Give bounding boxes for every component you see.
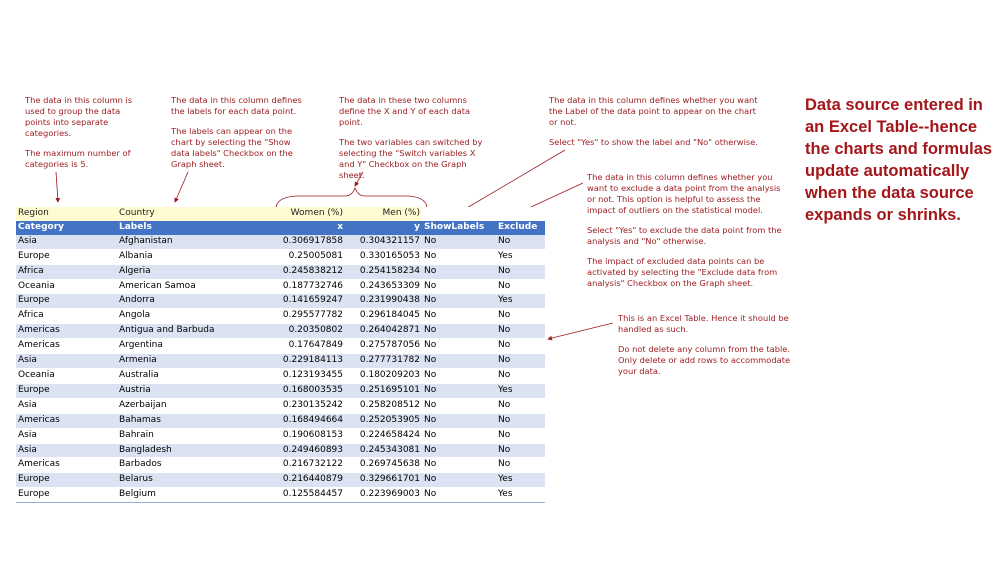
cell-x[interactable]: 0.168494664: [217, 413, 345, 428]
header-showlabels[interactable]: ShowLabels: [422, 221, 496, 235]
source-header-men: Men (%): [345, 207, 422, 221]
table-row: [16, 413, 545, 428]
cell-x[interactable]: 0.190608153: [217, 428, 345, 443]
cell-x[interactable]: 0.125584457: [217, 488, 345, 503]
source-header-row: [16, 207, 545, 221]
cell-exclude[interactable]: No: [496, 398, 545, 413]
cell-y[interactable]: 0.329661701: [345, 473, 422, 488]
table-row: [16, 458, 545, 473]
headline: Data source entered in an Excel Table--hence the charts and formulas update automatically when the data source expands or shrinks.: [805, 96, 993, 224]
brace: [276, 188, 427, 207]
cell-label[interactable]: Algeria: [117, 264, 217, 279]
cell-x[interactable]: 0.141659247: [217, 294, 345, 309]
cell-label[interactable]: Albania: [117, 249, 217, 264]
cell-exclude[interactable]: No: [496, 443, 545, 458]
cell-category[interactable]: Americas: [16, 413, 117, 428]
cell-y[interactable]: 0.277731782: [345, 354, 422, 369]
note-text: This is an Excel Table. Hence it should be handled as such.: [618, 313, 789, 334]
cell-x[interactable]: 0.245838212: [217, 264, 345, 279]
table-row: [16, 309, 545, 324]
cell-label[interactable]: American Samoa: [117, 279, 217, 294]
note-text: The impact of excluded data points can be activated by selecting the "Exclude data from analysis" Checkbox on the Graph sheet.: [587, 256, 778, 288]
cell-showlabels[interactable]: No: [422, 413, 496, 428]
note-text: Do not delete any column from the table. Only delete or add rows to accommodate your data.: [618, 344, 791, 376]
cell-x[interactable]: 0.17647849: [217, 339, 345, 354]
source-header-women: Women (%): [217, 207, 345, 221]
cell-category[interactable]: Europe: [16, 488, 117, 503]
header-exclude[interactable]: Exclude: [496, 221, 545, 235]
cell-label[interactable]: Bahamas: [117, 413, 217, 428]
table-row: [16, 235, 545, 249]
cell-category[interactable]: Africa: [16, 264, 117, 279]
header-x[interactable]: x: [217, 221, 345, 235]
cell-showlabels[interactable]: No: [422, 309, 496, 324]
note-text: The data in this column defines the labels for each data point.: [171, 95, 302, 116]
note-text: The data in these two columns define the X and Y of each data point.: [339, 95, 471, 127]
cell-label[interactable]: Angola: [117, 309, 217, 324]
cell-label[interactable]: Azerbaijan: [117, 398, 217, 413]
cell-category[interactable]: Europe: [16, 473, 117, 488]
cell-category[interactable]: Africa: [16, 309, 117, 324]
cell-category[interactable]: Asia: [16, 443, 117, 458]
cell-y[interactable]: 0.223969003: [345, 488, 422, 503]
cell-exclude[interactable]: No: [496, 413, 545, 428]
cell-exclude[interactable]: No: [496, 354, 545, 369]
cell-x[interactable]: 0.295577782: [217, 309, 345, 324]
cell-showlabels[interactable]: No: [422, 368, 496, 383]
cell-category[interactable]: Asia: [16, 235, 117, 249]
cell-exclude[interactable]: No: [496, 428, 545, 443]
cell-x[interactable]: 0.168003535: [217, 383, 345, 398]
cell-y[interactable]: 0.180209203: [345, 368, 422, 383]
table-row: [16, 264, 545, 279]
cell-label[interactable]: Argentina: [117, 339, 217, 354]
cell-showlabels[interactable]: No: [422, 383, 496, 398]
cell-category[interactable]: Europe: [16, 294, 117, 309]
cell-x[interactable]: 0.230135242: [217, 398, 345, 413]
cell-y[interactable]: 0.251695101: [345, 383, 422, 398]
cell-category[interactable]: Asia: [16, 354, 117, 369]
note-text: The data in this column is used to group the data points into separate categories.: [25, 95, 133, 138]
cell-exclude[interactable]: Yes: [496, 488, 545, 503]
note-text: Select "Yes" to show the label and "No" otherwise.: [549, 137, 758, 147]
cell-category[interactable]: Oceania: [16, 368, 117, 383]
table-row: [16, 339, 545, 354]
cell-exclude[interactable]: No: [496, 324, 545, 339]
cell-y[interactable]: 0.245343081: [345, 443, 422, 458]
cell-x[interactable]: 0.216440879: [217, 473, 345, 488]
cell-showlabels[interactable]: No: [422, 398, 496, 413]
cell-showlabels[interactable]: No: [422, 279, 496, 294]
source-header-country: Country: [117, 207, 217, 221]
cell-exclude[interactable]: No: [496, 309, 545, 324]
cell-exclude[interactable]: No: [496, 368, 545, 383]
cell-x[interactable]: 0.249460893: [217, 443, 345, 458]
table-row: [16, 488, 545, 503]
cell-category[interactable]: Americas: [16, 339, 117, 354]
header-category[interactable]: Category: [16, 221, 117, 235]
cell-y[interactable]: 0.296184045: [345, 309, 422, 324]
cell-exclude[interactable]: No: [496, 235, 545, 249]
cell-label[interactable]: Belgium: [117, 488, 217, 503]
table-row: [16, 383, 545, 398]
note-text: The data in this column defines whether you want to exclude a data point from the analysis or not. This option is helpful to assess the impact of outliers on the statistical model.: [587, 172, 781, 215]
cell-x[interactable]: 0.187732746: [217, 279, 345, 294]
cell-exclude[interactable]: No: [496, 458, 545, 473]
cell-label[interactable]: Antigua and Barbuda: [117, 324, 217, 339]
cell-exclude[interactable]: Yes: [496, 294, 545, 309]
cell-y[interactable]: 0.304321157: [345, 235, 422, 249]
cell-category[interactable]: Americas: [16, 324, 117, 339]
arrow: [175, 172, 188, 202]
note-text: Select "Yes" to exclude the data point from the analysis and "No" otherwise.: [587, 225, 782, 246]
cell-y[interactable]: 0.252053905: [345, 413, 422, 428]
cell-label[interactable]: Barbados: [117, 458, 217, 473]
cell-label[interactable]: Andorra: [117, 294, 217, 309]
header-y[interactable]: y: [345, 221, 422, 235]
table-row: [16, 249, 545, 264]
table-row: [16, 473, 545, 488]
cell-exclude[interactable]: Yes: [496, 249, 545, 264]
cell-category[interactable]: Europe: [16, 249, 117, 264]
cell-y[interactable]: 0.275787056: [345, 339, 422, 354]
note-text: The data in this column defines whether you want the Label of the data point to appear on the chart or not.: [549, 95, 758, 127]
cell-y[interactable]: 0.243653309: [345, 279, 422, 294]
cell-showlabels[interactable]: No: [422, 324, 496, 339]
cell-label[interactable]: Bangladesh: [117, 443, 217, 458]
cell-y[interactable]: 0.264042871: [345, 324, 422, 339]
cell-y[interactable]: 0.254158234: [345, 264, 422, 279]
cell-category[interactable]: Americas: [16, 458, 117, 473]
cell-x[interactable]: 0.25005081: [217, 249, 345, 264]
cell-showlabels[interactable]: No: [422, 339, 496, 354]
cell-exclude[interactable]: No: [496, 264, 545, 279]
table-row: [16, 398, 545, 413]
cell-x[interactable]: 0.306917858: [217, 235, 345, 249]
arrow: [56, 172, 58, 202]
cell-exclude[interactable]: No: [496, 339, 545, 354]
cell-y[interactable]: 0.231990438: [345, 294, 422, 309]
table-header-row: [16, 221, 545, 235]
cell-category[interactable]: Asia: [16, 428, 117, 443]
table-row: [16, 354, 545, 369]
table-row: [16, 368, 545, 383]
cell-exclude[interactable]: No: [496, 279, 545, 294]
table-row: [16, 428, 545, 443]
cell-showlabels[interactable]: No: [422, 354, 496, 369]
cell-label[interactable]: Armenia: [117, 354, 217, 369]
cell-exclude[interactable]: Yes: [496, 473, 545, 488]
cell-x[interactable]: 0.216732122: [217, 458, 345, 473]
table-row: [16, 279, 545, 294]
arrow: [355, 172, 363, 186]
cell-showlabels[interactable]: No: [422, 235, 496, 249]
note-text: The labels can appear on the chart by selecting the "Show data labels" Checkbox on the Graph sheet.: [171, 126, 293, 169]
note-text: The maximum number of categories is 5.: [25, 148, 131, 169]
source-header-region: Region: [16, 207, 117, 221]
table-row: [16, 294, 545, 309]
data-table: [16, 207, 545, 503]
cell-showlabels[interactable]: No: [422, 458, 496, 473]
cell-showlabels[interactable]: No: [422, 473, 496, 488]
header-labels[interactable]: Labels: [117, 221, 217, 235]
cell-category[interactable]: Europe: [16, 383, 117, 398]
cell-showlabels[interactable]: No: [422, 428, 496, 443]
cell-label[interactable]: Austria: [117, 383, 217, 398]
note-text: The two variables can switched by selecting the "Switch variables X and Y" Checkbox on the Graph sheet.: [339, 137, 483, 180]
cell-category[interactable]: Oceania: [16, 279, 117, 294]
table-row: [16, 443, 545, 458]
cell-x[interactable]: 0.123193455: [217, 368, 345, 383]
table-row: [16, 324, 545, 339]
cell-exclude[interactable]: Yes: [496, 383, 545, 398]
cell-showlabels[interactable]: No: [422, 488, 496, 503]
cell-label[interactable]: Australia: [117, 368, 217, 383]
cell-label[interactable]: Afghanistan: [117, 235, 217, 249]
cell-y[interactable]: 0.269745638: [345, 458, 422, 473]
cell-y[interactable]: 0.330165053: [345, 249, 422, 264]
cell-showlabels[interactable]: No: [422, 294, 496, 309]
cell-y[interactable]: 0.258208512: [345, 398, 422, 413]
cell-showlabels[interactable]: No: [422, 443, 496, 458]
arrow: [548, 323, 613, 339]
cell-label[interactable]: Bahrain: [117, 428, 217, 443]
cell-showlabels[interactable]: No: [422, 249, 496, 264]
cell-label[interactable]: Belarus: [117, 473, 217, 488]
cell-category[interactable]: Asia: [16, 398, 117, 413]
cell-x[interactable]: 0.229184113: [217, 354, 345, 369]
cell-y[interactable]: 0.224658424: [345, 428, 422, 443]
arrow: [460, 150, 565, 212]
cell-showlabels[interactable]: No: [422, 264, 496, 279]
cell-x[interactable]: 0.20350802: [217, 324, 345, 339]
